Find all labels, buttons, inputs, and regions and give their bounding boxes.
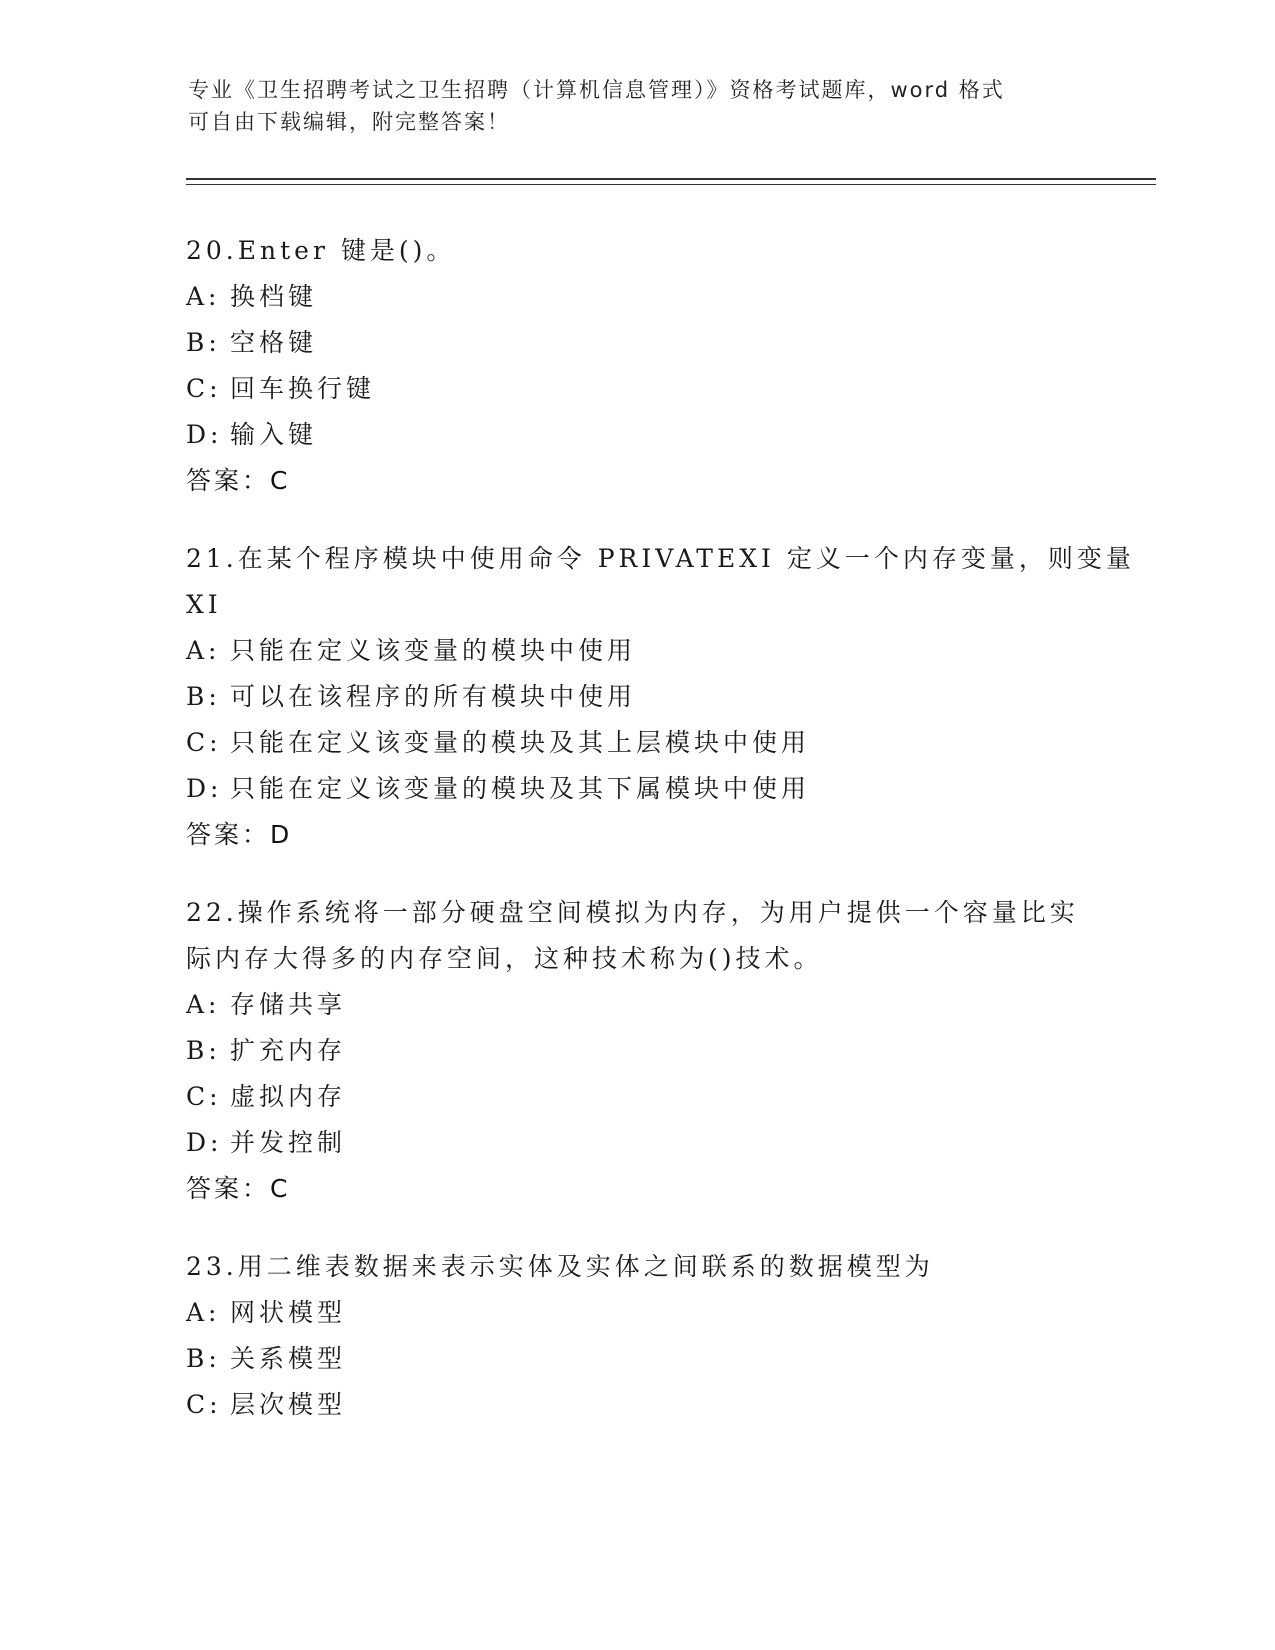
question-list xyxy=(186,228,1135,1460)
answer-line xyxy=(186,1166,1086,1212)
answer-option xyxy=(186,720,1086,766)
answer-label: 答案： xyxy=(186,820,271,849)
answer-option xyxy=(186,1336,1086,1382)
question-stem-line: 际内存大得多的内存空间，这种技术称为()技术。 xyxy=(186,944,823,973)
answer-label: 答案： xyxy=(186,466,271,495)
answer-option xyxy=(186,1120,1086,1166)
answer-value: D xyxy=(270,820,293,849)
option-letter: A: xyxy=(186,636,221,665)
option-text: 存储共享 xyxy=(230,990,347,1019)
answer-value: C xyxy=(270,466,291,495)
question-stem-line: 20.Enter 键是()。 xyxy=(186,236,456,265)
answer-option xyxy=(186,412,1086,458)
option-letter: B: xyxy=(186,1036,221,1065)
header-divider-thick xyxy=(186,178,1156,180)
answer-value: C xyxy=(270,1174,291,1203)
option-text: 只能在定义该变量的模块及其上层模块中使用 xyxy=(230,728,811,757)
option-text: 层次模型 xyxy=(230,1390,347,1419)
question-stem-line: XI xyxy=(186,590,222,619)
answer-label: 答案： xyxy=(186,1174,271,1203)
option-letter: B: xyxy=(186,682,221,711)
option-text: 关系模型 xyxy=(230,1344,347,1373)
answer-line xyxy=(186,812,1086,858)
question-block xyxy=(186,536,1135,858)
option-text: 网状模型 xyxy=(230,1298,347,1327)
answer-option xyxy=(186,1382,1086,1428)
question-stem-line: 23.用二维表数据来表示实体及实体之间联系的数据模型为 xyxy=(186,1252,934,1281)
option-letter: D: xyxy=(186,420,223,449)
question-block xyxy=(186,1244,1086,1428)
option-letter: A: xyxy=(186,282,221,311)
answer-option xyxy=(186,982,1086,1028)
answer-option xyxy=(186,766,1086,812)
header-divider-thin xyxy=(186,184,1156,185)
option-letter: C: xyxy=(186,1390,222,1419)
option-text: 输入键 xyxy=(230,420,318,449)
answer-option xyxy=(186,674,1086,720)
option-letter: B: xyxy=(186,328,221,357)
option-text: 空格键 xyxy=(230,328,318,357)
option-letter: B: xyxy=(186,1344,221,1373)
answer-option xyxy=(186,274,1086,320)
answer-option xyxy=(186,366,1086,412)
option-text: 只能在定义该变量的模块及其下属模块中使用 xyxy=(230,774,811,803)
question-block xyxy=(186,890,1086,1212)
option-text: 虚拟内存 xyxy=(230,1082,347,1111)
answer-option xyxy=(186,1074,1086,1120)
question-stem-line: 21.在某个程序模块中使用命令 PRIVATEXI 定义一个内存变量，则变量 xyxy=(186,544,1135,573)
option-letter: A: xyxy=(186,990,221,1019)
option-text: 并发控制 xyxy=(230,1128,347,1157)
option-text: 可以在该程序的所有模块中使用 xyxy=(230,682,637,711)
answer-option xyxy=(186,1290,1086,1336)
option-letter: C: xyxy=(186,374,222,403)
header-line-1: 专业《卫生招聘考试之卫生招聘（计算机信息管理）》资格考试题库，word 格式 xyxy=(188,78,1005,102)
option-letter: A: xyxy=(186,1298,221,1327)
answer-option xyxy=(186,628,1086,674)
option-text: 回车换行键 xyxy=(230,374,376,403)
option-letter: D: xyxy=(186,774,223,803)
answer-line xyxy=(186,458,1086,504)
option-letter: D: xyxy=(186,1128,223,1157)
option-letter: C: xyxy=(186,728,222,757)
header-line-2: 可自由下载编辑，附完整答案！ xyxy=(188,110,510,134)
question-stem-line: 22.操作系统将一部分硬盘空间模拟为内存，为用户提供一个容量比实 xyxy=(186,898,1079,927)
option-text: 换档键 xyxy=(230,282,318,311)
option-text: 只能在定义该变量的模块中使用 xyxy=(230,636,637,665)
answer-option xyxy=(186,1028,1086,1074)
question-block xyxy=(186,228,1086,504)
document-header xyxy=(188,74,1088,138)
option-text: 扩充内存 xyxy=(230,1036,347,1065)
option-letter: C: xyxy=(186,1082,222,1111)
answer-option xyxy=(186,320,1086,366)
